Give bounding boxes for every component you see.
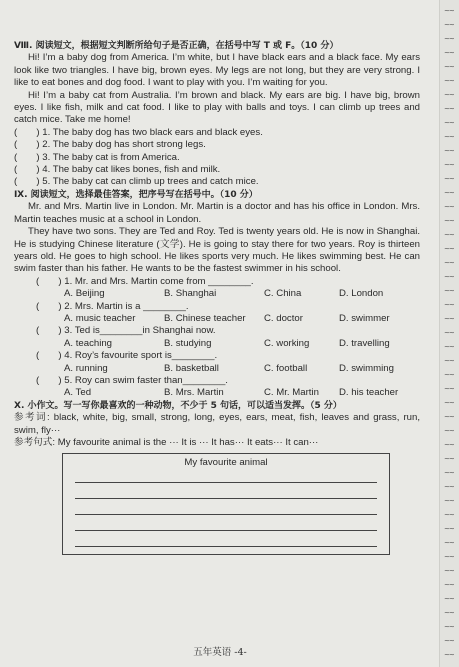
writing-box-title: My favourite animal — [184, 457, 268, 469]
binding-mark: ~~ — [444, 176, 454, 182]
option-d: D. his teacher — [339, 387, 399, 399]
binding-mark: ~~ — [444, 526, 454, 532]
section9-passage-p2: They have two sons. They are Ted and Roy. Ted is twenty years old. He is now in Shanghai. He is studying Chinese literature (文学). He is going to stay there for two years. Roy is thirteen years old. He goes to high school. He likes sports very much. He likes swimming best. He can swim faster than his father. He wants to be the fastest swimmer in his school. — [14, 226, 420, 275]
binding-mark: ~~ — [444, 204, 454, 210]
writing-line[interactable] — [75, 498, 377, 499]
binding-mark: ~~ — [444, 106, 454, 112]
binding-mark: ~~ — [444, 484, 454, 490]
option-b: B. basketball — [164, 362, 219, 374]
section8-heading: Ⅷ. 阅读短文，根据短文判断所给句子是否正确，在括号中写 T 或 F。（10 分） — [14, 41, 339, 51]
binding-mark: ~~ — [444, 260, 454, 266]
mc-options — [14, 313, 420, 325]
tf-item: ( ) 3. The baby cat is from America. — [14, 151, 180, 163]
binding-mark: ~~ — [444, 162, 454, 168]
option-c: C. football — [264, 362, 308, 374]
mc-question-stem: ( ) 3. Ted is________in Shanghai now. — [36, 325, 216, 337]
binding-mark: ~~ — [444, 148, 454, 154]
binding-mark: ~~ — [444, 652, 454, 658]
option-a: A. Beijing — [64, 288, 105, 300]
option-c: C. China — [264, 288, 302, 300]
option-a: A. music teacher — [64, 312, 136, 324]
binding-mark: ~~ — [444, 22, 454, 28]
option-d: D. London — [339, 288, 384, 300]
binding-mark: ~~ — [444, 596, 454, 602]
section8-passage-dog: Hi! I’m a baby dog from America. I’m white, but I have black ears and a black face. My ears look like two triangles. I have big, brown eyes. My legs are not long, but they are very strong. I like to eat bones and dog food. I want to play with you. I’m waiting for you. — [14, 52, 420, 89]
binding-mark: ~~ — [444, 78, 454, 84]
binding-mark: ~~ — [444, 568, 454, 574]
binding-mark: ~~ — [444, 190, 454, 196]
binding-mark: ~~ — [444, 92, 454, 98]
binding-mark: ~~ — [444, 232, 454, 238]
binding-mark: ~~ — [444, 344, 454, 350]
binding-mark: ~~ — [444, 414, 454, 420]
option-d: D. travelling — [339, 337, 390, 349]
binding-mark: ~~ — [444, 120, 454, 126]
mc-options — [14, 363, 420, 375]
writing-line[interactable] — [75, 514, 377, 515]
option-b: B. Chinese teacher — [164, 312, 246, 324]
tf-item: ( ) 1. The baby dog has two black ears and black eyes. — [14, 126, 263, 138]
section9-passage-p1: Mr. and Mrs. Martin live in London. Mr. Martin is a doctor and has his office in London. Mrs. Martin teaches music at a school in London. — [14, 201, 420, 225]
option-d: D. swimmer — [339, 312, 390, 324]
option-d: D. swimming — [339, 362, 394, 374]
binding-mark: ~~ — [444, 442, 454, 448]
mc-options — [14, 338, 420, 350]
binding-mark: ~~ — [444, 218, 454, 224]
mc-question — [14, 375, 420, 400]
option-a: A. running — [64, 362, 108, 374]
tf-item: ( ) 4. The baby cat likes bones, fish and milk. — [14, 164, 221, 176]
writing-line[interactable] — [75, 546, 377, 547]
binding-mark: ~~ — [444, 470, 454, 476]
binding-mark: ~~ — [444, 400, 454, 406]
writing-line[interactable] — [75, 482, 377, 483]
binding-mark: ~~ — [444, 372, 454, 378]
mc-options — [14, 288, 420, 300]
section8-passage-cat: Hi! I’m a baby cat from Australia. I’m brown and black. My ears are big. I have big, brown eyes. I like fish, milk and cat food. I like to play with balls and toys. I can climb up trees and catch mice. Take me home! — [14, 89, 420, 126]
binding-mark: ~~ — [444, 134, 454, 140]
binding-mark: ~~ — [444, 624, 454, 630]
binding-mark: ~~ — [444, 64, 454, 70]
page-footer: 五年英语 -4- — [193, 647, 247, 658]
binding-mark: ~~ — [444, 330, 454, 336]
writing-box — [62, 453, 390, 555]
binding-mark: ~~ — [444, 274, 454, 280]
binding-mark: ~~ — [444, 582, 454, 588]
tf-item: ( ) 5. The baby cat can climb up trees and catch mice. — [14, 176, 259, 188]
mc-question-stem: ( ) 2. Mrs. Martin is a ________. — [36, 300, 189, 312]
binding-margin — [439, 0, 459, 667]
mc-question — [14, 325, 420, 350]
binding-mark: ~~ — [444, 50, 454, 56]
mc-question-stem: ( ) 1. Mr. and Mrs. Martin come from ________. — [36, 275, 254, 287]
option-b: B. Mrs. Martin — [164, 387, 224, 399]
binding-mark: ~~ — [444, 288, 454, 294]
binding-mark: ~~ — [444, 610, 454, 616]
binding-mark: ~~ — [444, 498, 454, 504]
option-c: C. working — [264, 337, 310, 349]
binding-mark: ~~ — [444, 316, 454, 322]
tf-item: ( ) 2. The baby dog has short strong legs. — [14, 139, 206, 151]
option-b: B. studying — [164, 337, 212, 349]
mc-question — [14, 350, 420, 375]
binding-mark: ~~ — [444, 512, 454, 518]
mc-options — [14, 387, 420, 399]
mc-question-stem: ( ) 5. Roy can swim faster than________. — [36, 374, 228, 386]
binding-mark: ~~ — [444, 358, 454, 364]
mc-question-stem: ( ) 4. Roy’s favourite sport is________. — [36, 350, 218, 362]
binding-mark: ~~ — [444, 386, 454, 392]
option-c: C. Mr. Martin — [264, 387, 319, 399]
mc-question — [14, 276, 420, 301]
binding-mark: ~~ — [444, 302, 454, 308]
page-content — [14, 40, 420, 555]
section10-heading: Ⅹ. 小作文。写一写你最喜欢的一种动物，不少于 5 句话，可以适当发挥。（5 分） — [14, 400, 342, 411]
binding-mark: ~~ — [444, 36, 454, 42]
reference-sentences: 参考句式: My favourite animal is the ··· It is ··· It has··· It eats··· It can··· — [14, 437, 319, 448]
option-a: A. teaching — [64, 337, 113, 349]
binding-mark: ~~ — [444, 8, 454, 14]
binding-mark: ~~ — [444, 428, 454, 434]
option-b: B. Shanghai — [164, 288, 217, 300]
reference-words: 参考词: black, white, big, small, strong, long, eyes, ears, meat, fish, leaves and grass, run, swim, fly··· — [14, 412, 420, 436]
binding-mark: ~~ — [444, 638, 454, 644]
binding-mark: ~~ — [444, 246, 454, 252]
mc-question — [14, 301, 420, 326]
binding-mark: ~~ — [444, 554, 454, 560]
section9-heading: Ⅸ. 阅读短文，选择最佳答案，把序号写在括号中。（10 分） — [14, 189, 258, 200]
binding-mark: ~~ — [444, 456, 454, 462]
writing-line[interactable] — [75, 530, 377, 531]
option-c: C. doctor — [264, 312, 303, 324]
binding-mark: ~~ — [444, 540, 454, 546]
option-a: A. Ted — [64, 387, 92, 399]
